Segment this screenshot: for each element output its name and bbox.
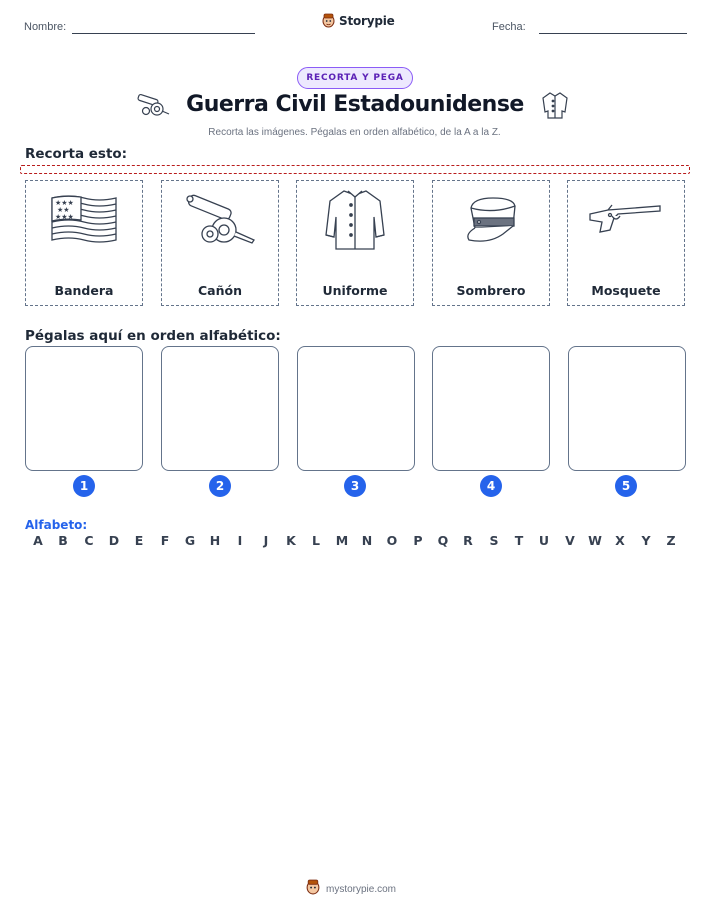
footer-url: mystorypie.com [326, 883, 397, 895]
card-label: Bandera [54, 283, 114, 298]
brand-name: Storypie [339, 13, 395, 28]
cut-card-flag[interactable] [25, 180, 143, 306]
alphabet-letter: T [514, 533, 524, 548]
name-line [72, 33, 255, 34]
date-label: Fecha: [492, 21, 526, 33]
alphabet-letter: J [263, 533, 269, 548]
cut-card-hat[interactable] [432, 180, 550, 306]
alphabet-letter: M [335, 533, 349, 548]
alphabet-row [25, 533, 685, 551]
alphabet-letter: V [565, 533, 575, 548]
number-badge-3: 3 [344, 475, 366, 497]
uniform-icon [320, 187, 390, 257]
number-badge-5: 5 [615, 475, 637, 497]
storypie-mascot-icon [322, 13, 335, 28]
card-label: Uniforme [322, 283, 388, 298]
cut-card-musket[interactable] [567, 180, 685, 306]
alphabet-letter: B [58, 533, 68, 548]
alphabet-letter: G [184, 533, 196, 548]
name-label: Nombre: [24, 21, 67, 33]
page-title: Guerra Civil Estadounidense [186, 92, 524, 117]
alphabet-letter: U [538, 533, 550, 548]
paste-section-label: Pégalas aquí en orden alfabético: [25, 328, 281, 344]
alphabet-letter: I [237, 533, 243, 548]
alphabet-letter: C [84, 533, 94, 548]
cannon-icon [136, 93, 170, 121]
alphabet-letter: Z [666, 533, 676, 548]
footer [306, 879, 396, 899]
instructions: Recorta las imágenes. Pégalas en orden alfabético, de la A a la Z. [208, 127, 501, 138]
cut-card-uniform[interactable] [296, 180, 414, 306]
kepi-hat-icon [459, 194, 523, 250]
alphabet-letter: K [286, 533, 296, 548]
card-label: Cañón [198, 283, 242, 298]
svg-text:★★: ★★ [57, 206, 70, 214]
alphabet-letter: O [386, 533, 398, 548]
alphabet-letter: A [33, 533, 43, 548]
alphabet-label: Alfabeto: [25, 518, 88, 532]
paste-box-3[interactable] [297, 346, 415, 471]
alphabet-letter: Y [641, 533, 651, 548]
alphabet-letter: P [413, 533, 423, 548]
card-label: Sombrero [456, 283, 526, 298]
flag-icon [49, 192, 119, 252]
storypie-mascot-icon [306, 879, 320, 899]
cut-line [20, 165, 690, 174]
alphabet-letter: D [108, 533, 120, 548]
paste-box-4[interactable] [432, 346, 550, 471]
alphabet-letter: X [615, 533, 625, 548]
alphabet-letter: N [361, 533, 373, 548]
paste-box-2[interactable] [161, 346, 279, 471]
paste-box-5[interactable] [568, 346, 686, 471]
activity-badge: RECORTA Y PEGA [297, 67, 413, 89]
uniform-icon [540, 90, 570, 124]
number-badge-4: 4 [480, 475, 502, 497]
number-badge-1: 1 [73, 475, 95, 497]
alphabet-letter: F [160, 533, 170, 548]
musket-icon [588, 200, 664, 244]
number-badge-2: 2 [209, 475, 231, 497]
cut-section-label: Recorta esto: [25, 146, 128, 162]
alphabet-letter: L [312, 533, 320, 548]
brand-logo [322, 13, 395, 28]
svg-text:★★★: ★★★ [55, 213, 74, 221]
card-label: Mosquete [591, 283, 661, 298]
alphabet-letter: R [463, 533, 473, 548]
cannon-icon [184, 194, 256, 250]
alphabet-letter: S [489, 533, 499, 548]
alphabet-letter: E [134, 533, 144, 548]
date-line [539, 33, 687, 34]
cut-card-cannon[interactable] [161, 180, 279, 306]
alphabet-letter: W [588, 533, 602, 548]
svg-text:★★★: ★★★ [55, 199, 74, 207]
alphabet-letter: Q [437, 533, 449, 548]
paste-box-1[interactable] [25, 346, 143, 471]
alphabet-letter: H [209, 533, 221, 548]
